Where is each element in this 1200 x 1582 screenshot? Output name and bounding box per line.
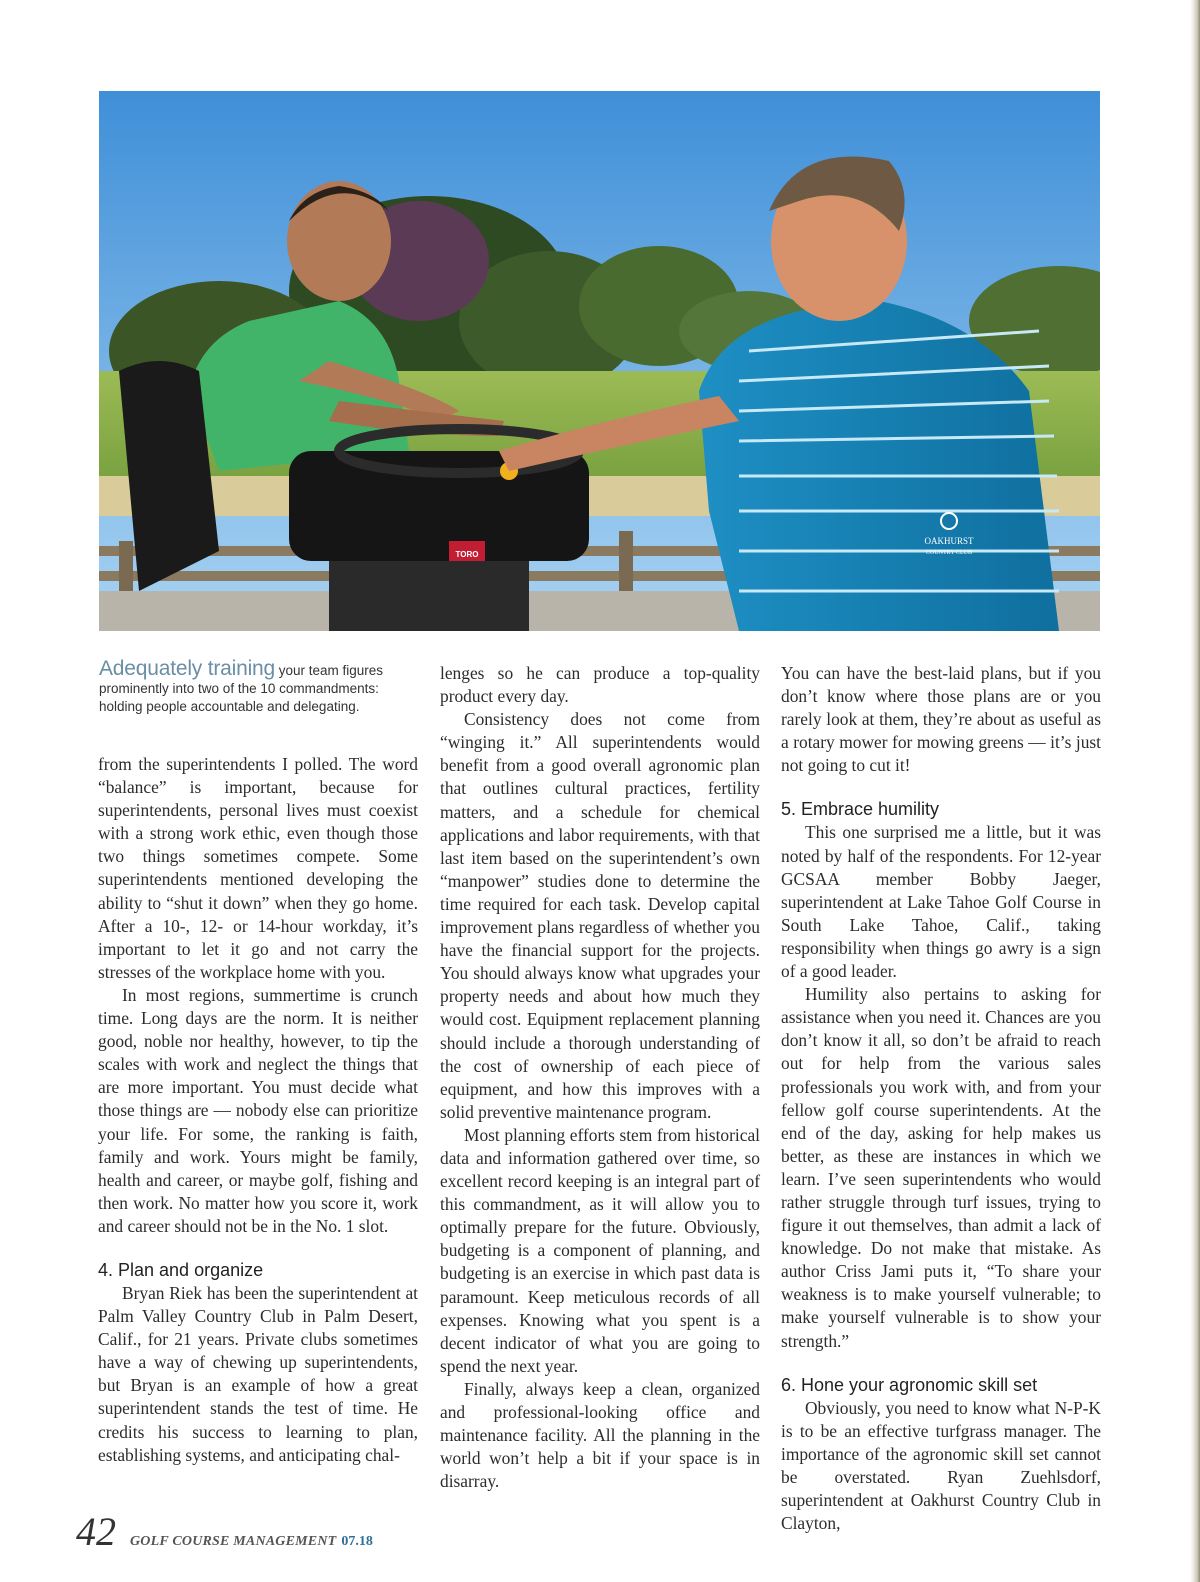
text-column-3 [781, 662, 1101, 1535]
machine-logo-text: TORO [455, 550, 479, 559]
paragraph: Finally, always keep a clean, organized and professional-looking office and maintenance facility. All the planning in the world won’t help a bit if your space is in disarray. [440, 1378, 760, 1492]
paragraph: You can have the best-laid plans, but if you don’t know where those plans are or you rarely look at them, they’re about as useful as a rotary mower for mowing greens — it’s just not going to cut it! [781, 663, 1101, 776]
paragraph: Most planning efforts stem from historical data and information gathered over time, so excellent record keeping is an integral part of this commandment, as it will allow you to optimally prepare for the future. Obviously, budgeting is a component of planning, and budgeting is an exercise in which past data is paramount. Keep meticulous records of all expenses. Knowing what you spent is a decent indicator of what you are going to spend the next year. [440, 1124, 760, 1376]
paragraph: Consistency does not come from “winging it.” All superintendents would benefit from a good overall agronomic plan that outlines cultural practices, fertility matters, and a schedule for chemical applications and labor requirements, with that last item based on the superintendent’s own “manpower” studies done to determine the time required for each task. Develop capital improvement plans regardless of whether you have the financial support for the projects. You should always know what upgrades your property needs and about how much they would cost. Equipment replacement planning should include a thorough understanding of the cost of ownership of each piece of equipment, and how this improves with a solid preventive maintenance program. [440, 709, 760, 1122]
paragraph: Obviously, you need to know what N-P-K is to be an effective turfgrass manager. The importance of the agronomic skill set cannot be overstated. Ryan Zuehlsdorf, superintendent at Oakhurst Country Club in Clayton, [781, 1397, 1101, 1534]
photo-caption [99, 657, 424, 716]
page-number: 42 [76, 1509, 116, 1554]
paragraph: Bryan Riek has been the superintendent at Palm Valley Country Club in Palm Desert, Calif., for 21 years. Private clubs sometimes have a way of chewing up superintendents, but Bryan is an example of how a great superintendent stands the test of time. He credits his success to learning to plan, establishing systems, and anticipating chal- [98, 1282, 418, 1465]
paragraph: This one surprised me a little, but it was noted by half of the respondents. For 12-year GCSAA member Bobby Jaeger, superintendent at Lake Tahoe Golf Course in South Lake Tahoe, Calif., taking responsibility when things go awry is a sign of a good leader. [781, 822, 1101, 982]
section-heading: 4. Plan and organize [98, 1259, 264, 1280]
page-edge-strip [1190, 0, 1200, 1582]
caption-lead: Adequately training [99, 657, 275, 680]
section-heading: 6. Hone your agronomic skill set [781, 1374, 1038, 1395]
text-column-1 [98, 753, 418, 1467]
article-photo [99, 91, 1100, 631]
page-footer [76, 1508, 373, 1552]
shirt-logo-text-1: OAKHURST [924, 536, 974, 546]
shirt-logo-text-2: COUNTRY CLUB [926, 550, 972, 556]
paragraph: Humility also pertains to asking for assistance when you need it. Chances are you don’t know it all, so don’t be afraid to reach out for help from the various sales professionals you work with, and from your fellow golf course superintendents. At the end of the day, asking for help makes us better, as these are instances in which we learn. I’ve seen superintendents who would rather struggle through turf issues, trying to figure it out themselves, than admit a lack of knowledge. Do not make that mistake. As author Criss Jami puts it, “To share your weakness is to make yourself vulnerable; to make yourself vulnerable is to show your strength.” [781, 984, 1101, 1351]
magazine-name: GOLF COURSE MANAGEMENT [130, 1534, 337, 1549]
paragraph: In most regions, summertime is crunch time. Long days are the norm. It is neither good, noble nor healthy, however, to tip the scales with work and neglect the things that are more important. You must decide what those things are — nobody else can prioritize your life. For some, the ranking is faith, family and work. Yours might be family, health and career, or maybe golf, fishing and then work. No matter how you score it, work and career should not be in the No. 1 slot. [98, 984, 418, 1236]
paragraph: from the superintendents I polled. The word “balance” is important, because for superintendents, personal lives must coexist with a strong work ethic, even though those two things sometimes compete. Some superintendents mentioned developing the ability to “shut it down” when they go home. After a 10-, 12- or 14-hour workday, it’s important to let it go and not carry the stresses of the workplace home with you. [98, 754, 418, 982]
text-column-2 [440, 662, 760, 1493]
section-heading: 5. Embrace humility [781, 799, 940, 820]
caption-text: your team figures prominently into two of the 10 commandments: holding people accountable and delegating. [99, 663, 384, 714]
issue-date: 07.18 [341, 1534, 373, 1549]
paragraph: lenges so he can produce a top-quality product every day. [440, 663, 760, 707]
